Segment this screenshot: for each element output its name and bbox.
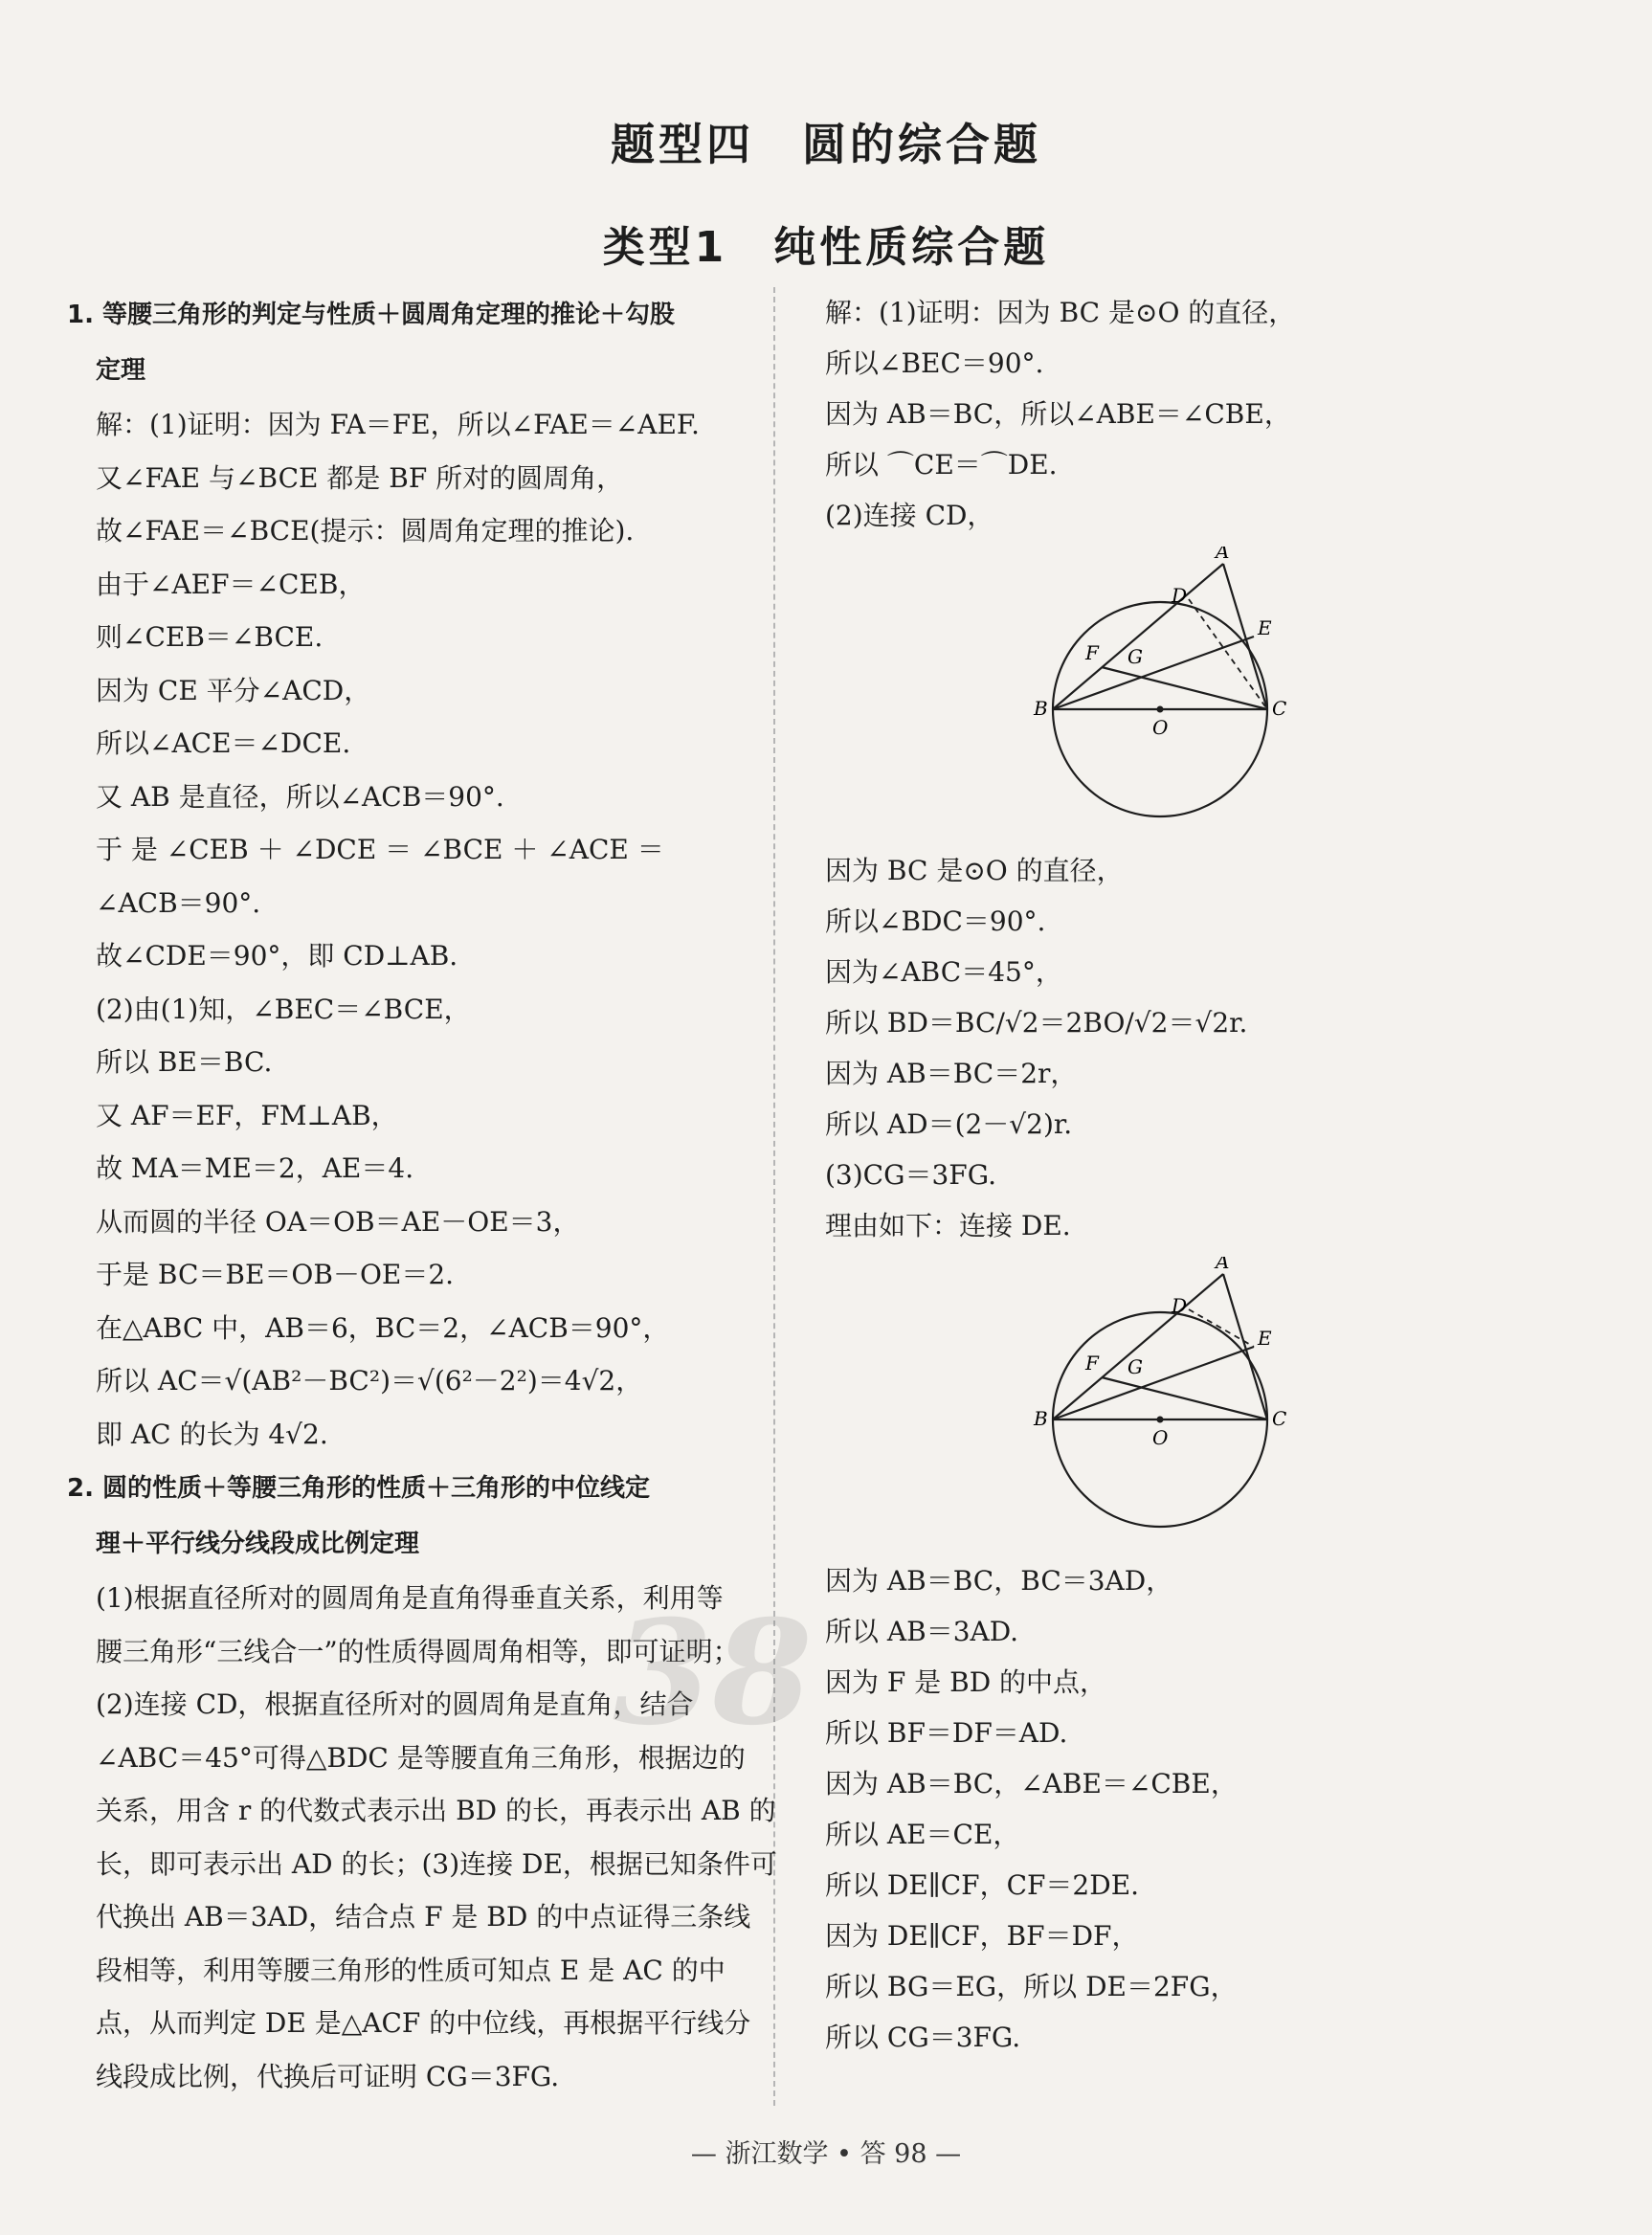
text-line: 所以 BE＝BC. [96,1046,273,1078]
text-line: 所以 BG＝EG，所以 DE＝2FG， [825,1971,1238,2002]
left-column [67,287,777,2103]
text-line: 所以 BF＝DF＝AD. [825,1717,1068,1749]
text-line: 所以∠BEC＝90°. [825,347,1044,379]
text-line: 即 AC 的长为 4√2. [96,1418,328,1450]
label-f-2: F [1085,1352,1099,1375]
text-line: 理由如下：连接 DE. [825,1210,1071,1241]
svg-text:38: 38 [613,1589,813,1757]
label-f: F [1085,641,1099,664]
text-line: 又 AF＝EF，FM⊥AB， [96,1099,398,1131]
text-line: 由于∠AEF＝∠CEB， [96,568,366,600]
text-line: 所以 AB＝3AD. [825,1616,1019,1647]
right-column [825,287,1399,2063]
text-line: (1)根据直径所对的圆周角是直角得垂直关系，利用等 [96,1582,724,1614]
text-line: 因为 AB＝BC，所以∠ABE＝∠CBE， [825,398,1291,430]
text-line: 所以 DE∥CF，CF＝2DE. [825,1869,1140,1901]
label-b: B [1034,697,1048,720]
section-title: 题型四 圆的综合题 [611,119,1041,170]
text-line: 解：(1)证明：因为 BC 是⊙O 的直径， [825,297,1296,328]
text-line: 因为∠ABC＝45°， [825,956,1062,988]
text-line: 腰三角形“三线合一”的性质得圆周角相等，即可证明； [96,1635,740,1667]
label-a: A [1216,547,1230,563]
label-a-2: A [1216,1257,1230,1273]
text-line: 故 MA＝ME＝2，AE＝4. [96,1152,414,1184]
text-line: 因为 AB＝BC＝2r， [825,1058,1078,1089]
text-line: 故∠CDE＝90°，即 CD⊥AB. [96,940,458,972]
text-line: 于是 BC＝BE＝OB－OE＝2. [96,1259,455,1290]
label-e: E [1258,616,1272,639]
circle-diagram-1 [1016,547,1304,834]
text-line: 所以∠BDC＝90°. [825,905,1046,937]
text-line: 段相等，利用等腰三角形的性质可知点 E 是 AC 的中 [96,1954,726,1986]
text-line: 又∠FAE 与∠BCE 都是 BF 所对的圆周角， [96,461,624,494]
question-heading: 定理 [96,356,146,385]
text-line: 长，即可表示出 AD 的长；(3)连接 DE，根据已知条件可 [96,1847,777,1880]
text-line: (2)连接 CD， [825,500,994,531]
question-heading: 2. 圆的性质＋等腰三角形的性质＋三角形的中位线定 [67,1474,651,1503]
text-line: 因为 DE∥CF，BF＝DF， [825,1920,1139,1952]
label-g: G [1127,645,1143,668]
label-o-2: O [1152,1426,1169,1449]
label-d-2: D [1172,1294,1188,1317]
text-line: 故∠FAE＝∠BCE(提示：圆周角定理的推论). [96,515,635,547]
text-line: 于 是 ∠CEB ＋ ∠DCE ＝ ∠BCE ＋ ∠ACE ＝ [96,834,664,865]
text-line: 关系，用含 r 的代数式表示出 BD 的长，再表示出 AB 的 [96,1795,776,1826]
figure-1 [1016,547,1399,838]
question-heading: 1. 等腰三角形的判定与性质＋圆周角定理的推论＋勾股 [67,301,676,329]
text-line: 则∠CEB＝∠BCE. [96,621,324,653]
label-e-2: E [1258,1327,1272,1350]
text-line: 因为 F 是 BD 的中点， [825,1666,1107,1698]
text-line: 所以 ⌒CE＝⌒DE. [825,449,1058,481]
text-line: 所以 AC＝√(AB²－BC²)＝√(6²－2²)＝4√2， [96,1365,643,1397]
text-line: 从而圆的半径 OA＝OB＝AE－OE＝3， [96,1205,580,1238]
label-g-2: G [1127,1355,1143,1378]
text-line: 点，从而判定 DE 是△ACF 的中位线，再根据平行线分 [96,2007,751,2039]
text-line: 在△ABC 中，AB＝6，BC＝2，∠ACB＝90°， [96,1311,670,1344]
label-d: D [1172,584,1188,607]
text-line: (2)由(1)知，∠BEC＝∠BCE， [96,993,471,1025]
label-b-2: B [1034,1407,1048,1430]
page-footer: — 浙江数学 • 答 98 — [690,2139,962,2169]
text-line: 所以 CG＝3FG. [825,2022,1021,2053]
text-line: 所以 AD＝(2－√2)r. [825,1108,1073,1140]
text-line: 又 AB 是直径，所以∠ACB＝90°. [96,780,504,813]
text-line: 所以 BD＝BC/√2＝2BO/√2＝√2r. [825,1007,1248,1039]
label-o: O [1152,716,1169,739]
text-line: 因为 CE 平分∠ACD， [96,674,371,706]
text-line: 所以∠ACE＝∠DCE. [96,727,351,759]
label-c: C [1272,697,1287,720]
text-line: 代换出 AB＝3AD，结合点 F 是 BD 的中点证得三条线 [96,1901,751,1933]
text-line: 因为 AB＝BC，∠ABE＝∠CBE， [825,1768,1238,1799]
text-line: ∠ABC＝45°可得△BDC 是等腰直角三角形，根据边的 [96,1741,746,1774]
text-line: (2)连接 CD，根据直径所对的圆周角是直角，结合 [96,1688,694,1720]
text-line: 因为 AB＝BC，BC＝3AD， [825,1565,1173,1597]
text-line: 线段成比例，代换后可证明 CG＝3FG. [96,2060,560,2092]
text-line: 解：(1)证明：因为 FA＝FE，所以∠FAE＝∠AEF. [96,409,700,440]
subsection-title: 类型1 纯性质综合题 [602,223,1050,272]
text-line: ∠ACB＝90°. [96,886,261,919]
text-line: 因为 BC 是⊙O 的直径， [825,855,1124,886]
figure-2 [1016,1257,1399,1548]
text-line: (3)CG＝3FG. [825,1159,996,1191]
text-line: 所以 AE＝CE， [825,1819,1020,1850]
question-heading: 理＋平行线分线段成比例定理 [96,1530,420,1558]
label-c-2: C [1272,1407,1287,1430]
circle-diagram-2 [1016,1257,1304,1544]
